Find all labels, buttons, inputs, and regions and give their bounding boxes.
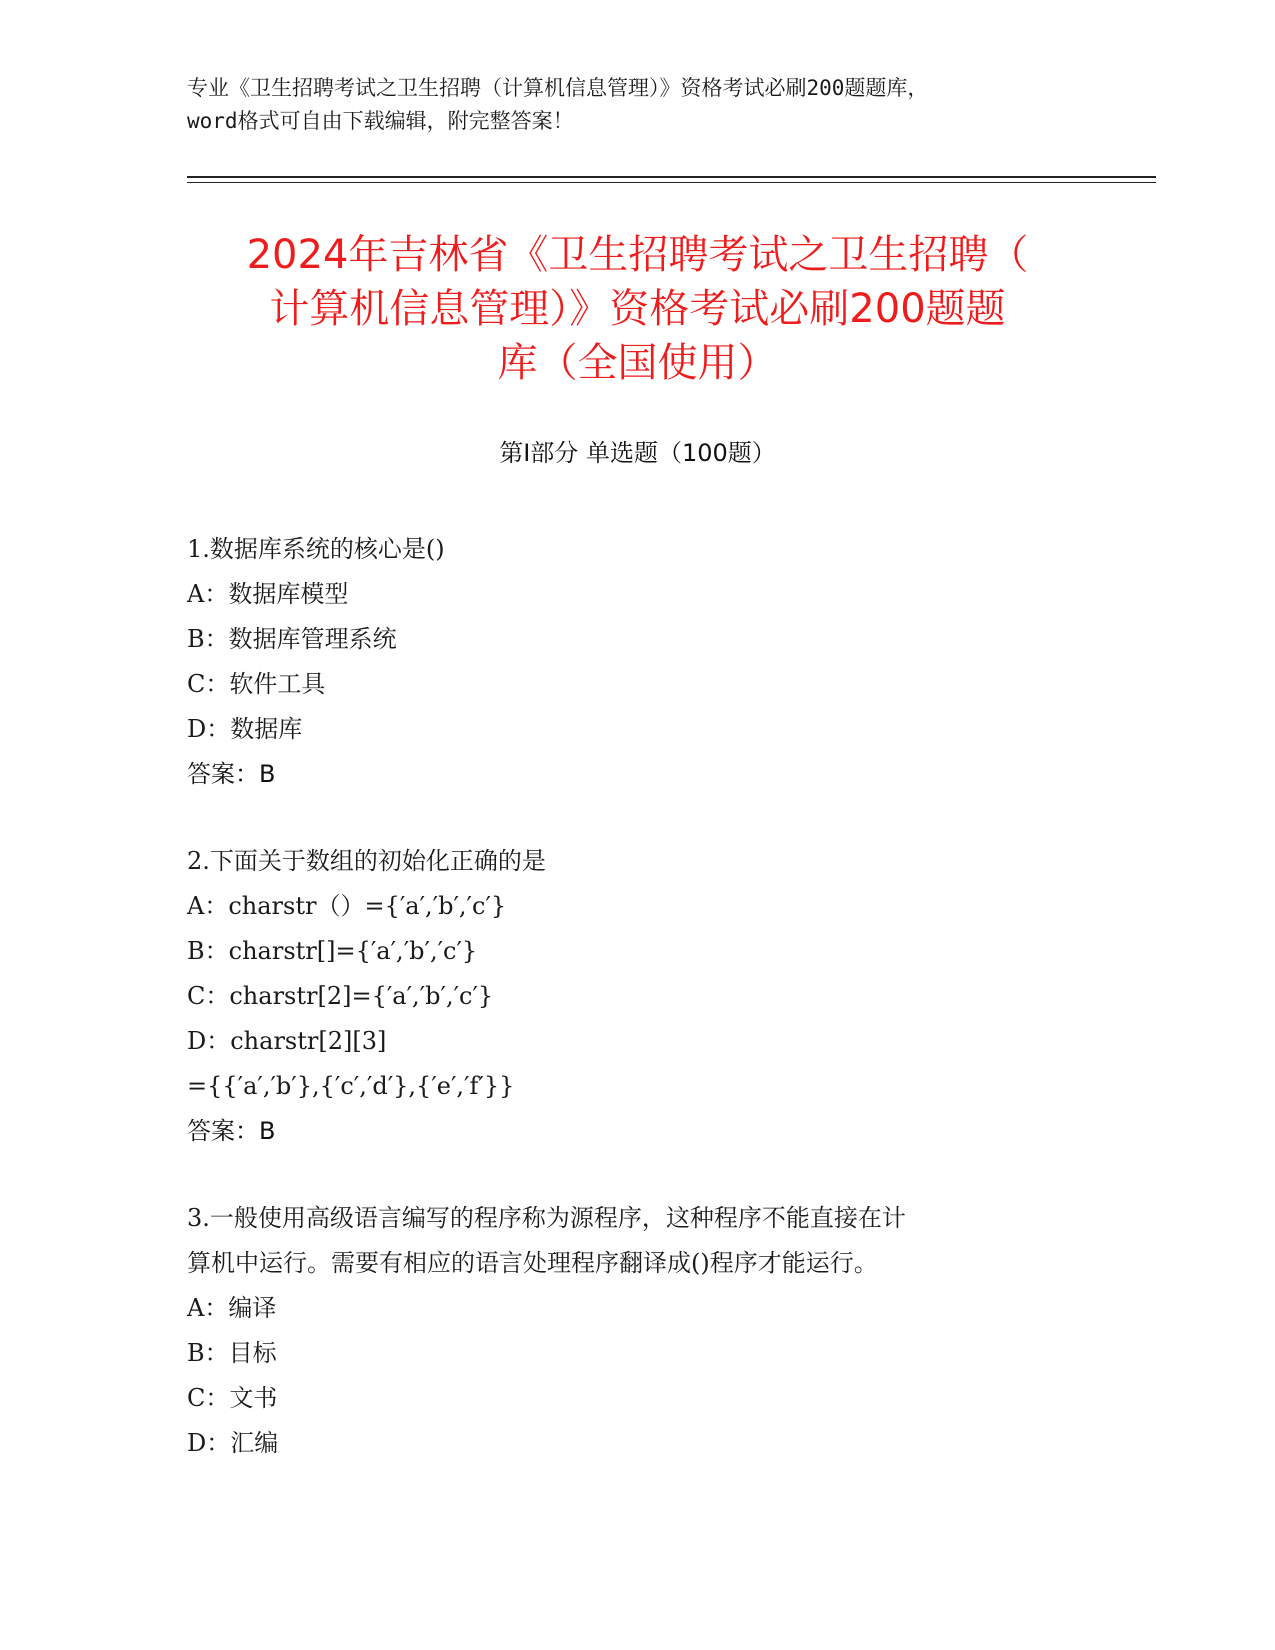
question-list <box>187 527 1087 1508</box>
question-2 <box>187 839 1087 1154</box>
option-d: D：数据库 <box>187 715 303 743</box>
option-d: D：汇编 <box>187 1429 279 1457</box>
question-stem-line-1: 3.一般使用高级语言编写的程序称为源程序，这种程序不能直接在计 <box>187 1204 906 1232</box>
header-note-line-2: word格式可自由下载编辑，附完整答案！ <box>187 109 574 133</box>
page-title-line-2: 计算机信息管理）》资格考试必刷200题题 <box>269 286 1006 332</box>
option-a: A：数据库模型 <box>187 580 349 608</box>
header-note <box>187 72 1087 138</box>
option-a: A：编译 <box>187 1294 277 1322</box>
option-d: D：charstr[2][3] <box>187 1027 387 1055</box>
header-rule-thick <box>187 176 1156 178</box>
header-note-line-1: 专业《卫生招聘考试之卫生招聘（计算机信息管理）》资格考试必刷200题题库， <box>187 76 929 100</box>
page-title-line-3: 库（全国使用） <box>497 340 778 386</box>
answer-line: 答案：B <box>187 760 276 788</box>
question-1 <box>187 527 1087 797</box>
question-stem-line-2: 算机中运行。需要有相应的语言处理程序翻译成()程序才能运行。 <box>187 1249 878 1277</box>
section-title: 第I部分 单选题（100题） <box>499 439 776 467</box>
option-d-continued: ={{′a′,′b′},{′c′,′d′},{′e′,′f′}} <box>187 1072 515 1100</box>
answer-line: 答案：B <box>187 1117 276 1145</box>
option-b: B：数据库管理系统 <box>187 625 397 653</box>
page-title <box>180 228 1095 390</box>
option-b: B：charstr[]={′a′,′b′,′c′} <box>187 937 478 965</box>
question-stem: 1.数据库系统的核心是() <box>187 535 445 563</box>
option-c: C：文书 <box>187 1384 278 1412</box>
option-c: C：charstr[2]={′a′,′b′,′c′} <box>187 982 494 1010</box>
option-c: C：软件工具 <box>187 670 326 698</box>
question-stem: 2.下面关于数组的初始化正确的是 <box>187 847 546 875</box>
question-3 <box>187 1196 1087 1466</box>
page-title-line-1: 2024年吉林省《卫生招聘考试之卫生招聘（ <box>246 232 1029 278</box>
header-rule-thin <box>187 182 1156 183</box>
option-a: A：charstr（）={′a′,′b′,′c′} <box>187 892 507 920</box>
option-b: B：目标 <box>187 1339 277 1367</box>
